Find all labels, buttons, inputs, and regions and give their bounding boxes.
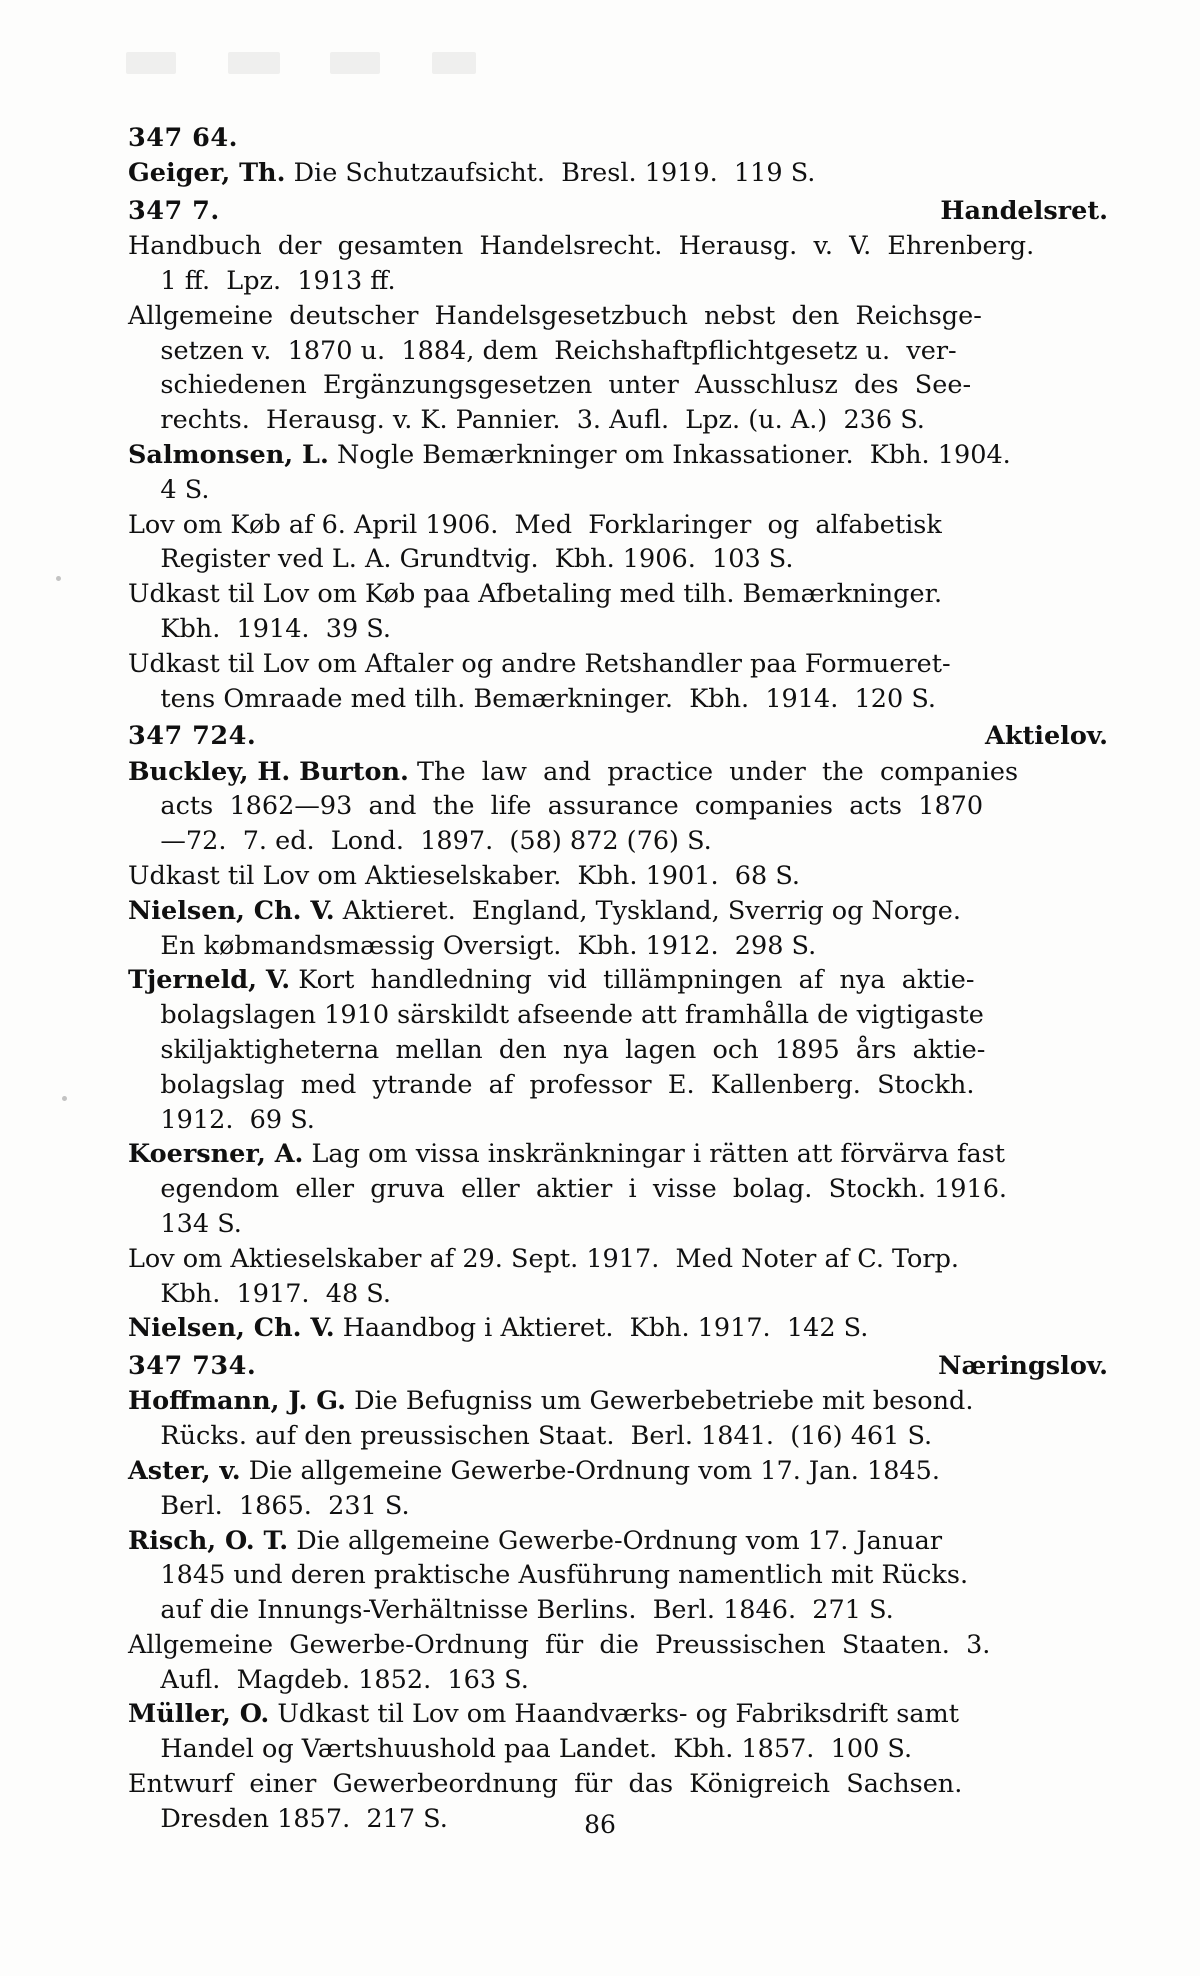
entry-author: Geiger, Th. [128,158,286,189]
scan-artifact [330,52,380,74]
entry-text: Entwurf einer Gewerbeordnung für das Königreich Sachsen. Dresden 1857. 217 S. [128,1769,963,1834]
scan-artifact [432,52,476,74]
entry-text: Die allgemeine Gewerbe-Ordnung vom 17. Januar 1845 und deren praktische Ausführung namentlich mit Rücks. auf die Innungs-Verhältnisse Berlins. Berl. 1846. 271 S. [128,1525,969,1626]
bibliography-entry [128,1697,1108,1767]
entry-text: Lag om vissa inskränkningar i rätten att förvärva fast egendom eller gruva eller aktier i visse bolag. Stockh. 1916. 134 S. [128,1139,1008,1239]
page-number: 86 [584,1810,616,1839]
entry-text: Haandbog i Aktieret. Kbh. 1917. 142 S. [342,1313,869,1344]
scan-artifact [228,52,280,74]
entry-author: Nielsen, Ch. V. [128,1313,335,1344]
entry-text: Die Schutzaufsicht. Bresl. 1919. 119 S. [293,158,816,189]
scan-artifact [126,52,176,74]
page-body [128,118,1108,1837]
entry-text: The law and practice under the companies acts 1862—93 and the life assurance companies acts 1870 —72. 7. ed. Lond. 1897. (58) 872 (76) S. [128,756,1019,857]
class-title: Handelsret. [940,196,1108,226]
entry-text: Udkast til Lov om Haandværks- og Fabriksdrift samt Handel og Værtshuushold paa Landet. Kbh. 1857. 100 S. [128,1699,959,1765]
bibliography-entry [128,508,1108,578]
entry-text: Handbuch der gesamten Handelsrecht. Herausg. v. V. Ehrenberg. 1 ff. Lpz. 1913 ff. [128,231,1035,296]
entry-author: Müller, O. [128,1699,270,1730]
entry-author: Buckley, H. Burton. [128,756,409,787]
entry-author: Tjerneld, V. [128,965,291,996]
bibliography-entry [128,156,1108,191]
class-heading [128,1348,1108,1384]
class-number: 347 724. [128,721,257,752]
entry-text: Aktieret. England, Tyskland, Sverrig og Norge. En købmandsmæssig Oversigt. Kbh. 1912. 298 S. [128,895,961,961]
bibliography-entry [128,647,1108,717]
class-heading [128,718,1108,754]
scan-speck [62,1096,67,1101]
entry-text: Udkast til Lov om Køb paa Afbetaling med tilh. Bemærkninger. Kbh. 1914. 39 S. [128,579,943,644]
class-heading [128,120,1108,156]
entry-text: Udkast til Lov om Aktieselskaber. Kbh. 1901. 68 S. [128,860,801,891]
bibliography-entry [128,229,1108,299]
entry-author: Koersner, A. [128,1139,304,1170]
class-number: 347 7. [128,196,220,226]
bibliography-entry [128,1311,1108,1346]
entry-text: Nogle Bemærkninger om Inkassationer. Kbh. 1904. 4 S. [128,439,1011,505]
class-number: 347 64. [128,123,238,153]
class-number: 347 734. [128,1351,257,1382]
bibliography-entry [128,963,1108,1137]
bibliography-entry [128,1524,1108,1628]
class-title: Næringslov. [938,1351,1108,1382]
class-title: Aktielov. [985,721,1108,752]
entry-author: Hoffmann, J. G. [128,1386,346,1417]
scan-speck [56,576,61,581]
bibliography-entry [128,894,1108,964]
entry-author: Nielsen, Ch. V. [128,895,335,926]
entry-text: Kort handledning vid tillämpningen af nya aktie- bolagslagen 1910 särskildt afseende att framhålla de vigtigaste skiljaktigheterna mellan den nya lagen och 1895 års aktie- bolagslag med ytrande af professor E. Kallenberg. Stockh. 1912. 69 S. [128,965,986,1135]
entry-author: Risch, O. T. [128,1525,289,1556]
class-heading [128,193,1108,229]
bibliography-entry [128,1628,1108,1698]
bibliography-entry [128,1242,1108,1312]
entry-text: Die Befugniss um Gewerbebetriebe mit besond. Rücks. auf den preussischen Staat. Berl. 1841. (16) 461 S. [128,1386,974,1452]
bibliography-entry [128,1137,1108,1241]
entry-text: Lov om Aktieselskaber af 29. Sept. 1917. Med Noter af C. Torp. Kbh. 1917. 48 S. [128,1243,960,1309]
bibliography-entry [128,438,1108,508]
bibliography-entry [128,859,1108,894]
bibliography-entry [128,1454,1108,1524]
entry-text: Allgemeine deutscher Handelsgesetzbuch nebst den Reichsge- setzen v. 1870 u. 1884, dem Reichshaftpflichtgesetz u. ver- schiedenen Ergänzungsgesetzen unter Ausschlusz des See- rechts. Herausg. v. K. Pannier. 3. Aufl. Lpz. (u. A.) 236 S. [128,300,982,436]
bibliography-entry [128,755,1108,859]
bibliography-entry [128,577,1108,647]
entry-author: Salmonsen, L. [128,439,329,470]
entry-text: Die allgemeine Gewerbe-Ordnung vom 17. Jan. 1845. Berl. 1865. 231 S. [128,1455,940,1521]
entry-text: Allgemeine Gewerbe-Ordnung für die Preussischen Staaten. 3. Aufl. Magdeb. 1852. 163 S. [128,1629,991,1695]
entry-author: Aster, v. [128,1455,241,1486]
bibliography-entry [128,299,1108,438]
entry-text: Lov om Køb af 6. April 1906. Med Forklaringer og alfabetisk Register ved L. A. Grundtvig. Kbh. 1906. 103 S. [128,509,942,575]
bibliography-entry [128,1384,1108,1454]
entry-text: Udkast til Lov om Aftaler og andre Retshandler paa Formueret- tens Omraade med tilh. Bemærkninger. Kbh. 1914. 120 S. [128,648,951,714]
